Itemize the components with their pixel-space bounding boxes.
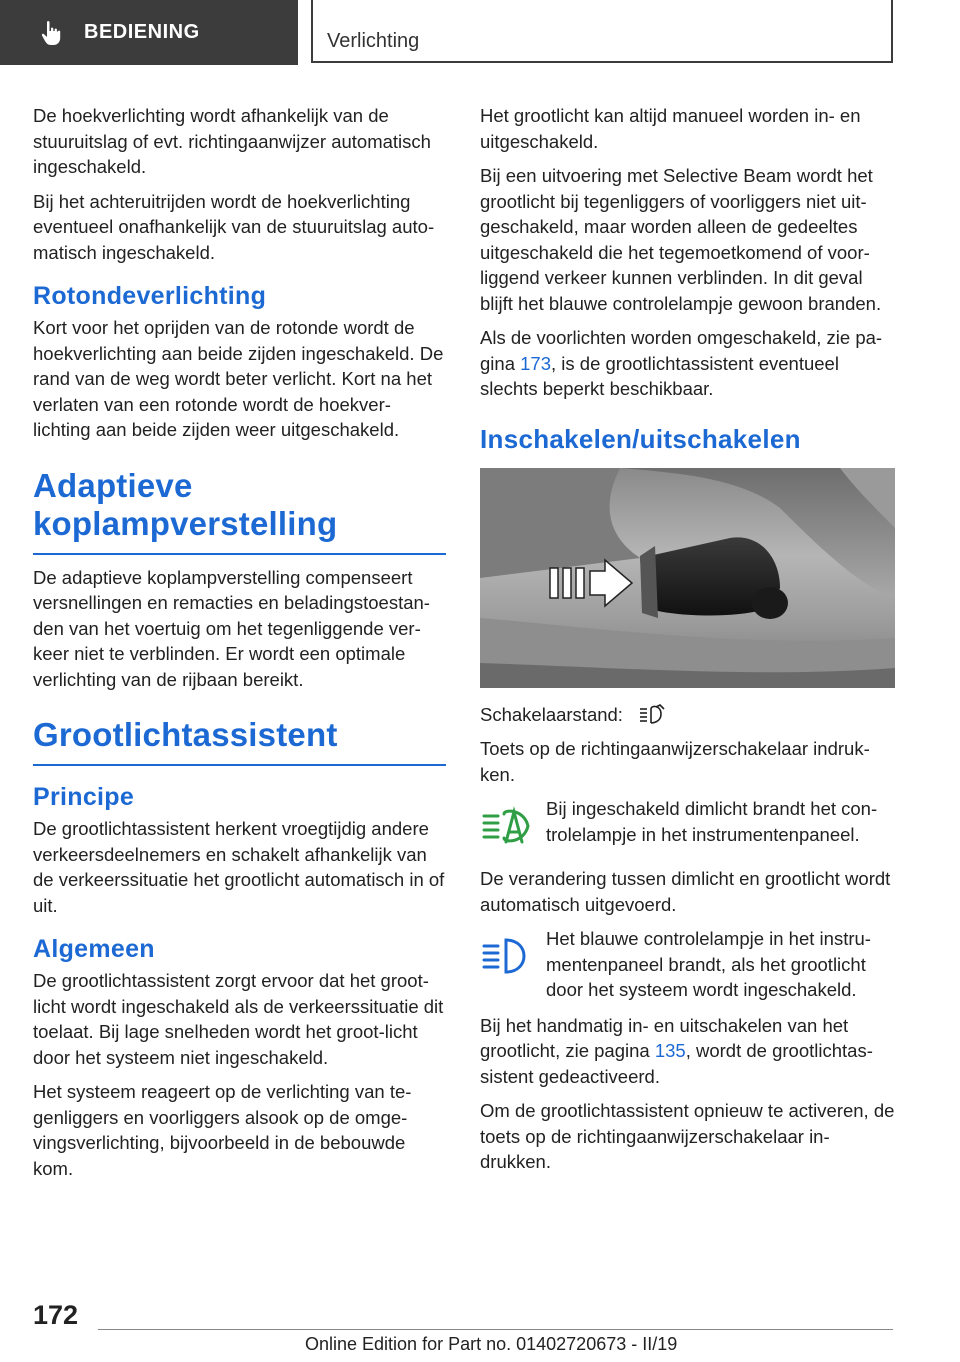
right-column (480, 103, 895, 1184)
paragraph: De hoekverlichting wordt afhankelijk van de stuuruitslag of evt. richtingaanwijzer automatisch ingeschakeld. (33, 105, 431, 177)
hand-pointer-icon (40, 20, 64, 46)
paragraph: Bij het handmatig in- en uitschakelen van het grootlicht, zie pagina 135, wordt de grootlichtas-sistent gedeactiveerd. (480, 1014, 873, 1087)
heading-inschakelen-uitschakelen: Inschakelen/uitschakelen (480, 423, 801, 454)
section-tab (0, 0, 298, 65)
paragraph: De verandering tussen dimlicht en grootlicht wordt automatisch uitgevoerd. (480, 868, 891, 915)
paragraph: Bij ingeschakeld dimlicht brandt het con-trolelampje in het instrumentenpaneel. (546, 798, 878, 845)
paragraph: Om de grootlichtassistent opnieuw te activeren, de toets op de richtingaanwijzerschakelaar in-drukken. (480, 1100, 895, 1172)
paragraph: Het blauwe controlelampje in het instru-mentenpaneel brandt, als het grootlicht door het systeem wordt ingeschakeld. (546, 928, 871, 1000)
paragraph: Kort voor het oprijden van de rotonde wordt de hoekverlichting aan beide zijden ingeschakeld. De rand van de weg wordt beter verlicht. Kort na het verlaten van een rotonde wordt de hoekver-lichting aan beide zijden weer uitgeschakeld. (33, 317, 444, 440)
turn-signal-stalk-photo (480, 468, 895, 688)
chapter-tab (311, 0, 893, 63)
page-link-135[interactable]: 135 (654, 1040, 686, 1061)
paragraph: Het grootlicht kan altijd manueel worden in- en uitgeschakeld. (480, 105, 861, 152)
page-number: 172 (33, 1300, 79, 1330)
paragraph: Toets op de richtingaanwijzerschakelaar indruk-ken. (480, 738, 870, 785)
paragraph: Bij een uitvoering met Selective Beam wordt het grootlicht bij tegenliggers of voorliggers niet uit-geschakeld, maar worden alleen de gedeeltes uitgeschakeld die het tegemoetkomend of voor-liggend verkeer kunnen verblinden. In dit geval blijft het blauwe controlelampje gewoon branden. (480, 165, 882, 314)
note-blauwe-controlelampje (480, 926, 895, 1003)
high-beam-assistant-icon (634, 703, 668, 725)
paragraph: De grootlichtassistent zorgt ervoor dat het groot-licht wordt ingeschakeld als de verkeerssituatie dit toelaat. Bij lage snelheden wordt het groot-licht door het systeem niet ingeschakeld. (33, 970, 444, 1068)
heading-algemeen: Algemeen (33, 935, 155, 963)
paragraph: Als de voorlichten worden omgeschakeld, zie pa-gina 173, is de grootlichtassistent eventueel slechts beperkt beschikbaar. (480, 327, 883, 399)
high-beam-assistant-icon (480, 806, 532, 846)
section-label: BEDIENING (84, 21, 200, 43)
paragraph: De adaptieve koplampverstelling compenseert versnellingen en remacties en beladingstoestan-den van het voertuig om het tegenliggende ver-keer niet te verblinden. Er wordt een optimale verlichting van de rijbaan bereikt. (33, 566, 430, 690)
paragraph: Het systeem reageert op de verlichting van te-genliggers en voorliggers alsook op de omge-vingsverlichting, bijvoorbeeld in de bebouwde kom. (33, 1081, 412, 1179)
high-beam-icon (480, 936, 532, 976)
edition-note: Online Edition for Part no. 01402720673 - II/19 (305, 1334, 678, 1354)
heading-rotondeverlichting: Rotondeverlichting (33, 282, 267, 310)
heading-adaptieve-koplampverstelling: Adaptieve koplampverstelling (33, 467, 446, 555)
footer-divider (98, 1329, 893, 1330)
paragraph: Schakelaarstand: (480, 702, 895, 728)
paragraph: De grootlichtassistent herkent vroegtijdig andere verkeersdeelnemers en schakelt afhankelijk van de verkeerssituatie het grootlicht automatisch in of uit. (33, 818, 445, 916)
left-column (33, 103, 446, 1190)
heading-grootlichtassistent: Grootlichtassistent (33, 716, 446, 766)
note-dimlicht (480, 796, 895, 856)
paragraph: Bij het achteruitrijden wordt de hoekverlichting eventueel onafhankelijk van de stuuruitslag auto-matisch ingeschakeld. (33, 190, 435, 263)
page-link-173[interactable]: 173 (520, 352, 551, 374)
heading-principe: Principe (33, 783, 135, 811)
chapter-label: Verlichting (327, 30, 420, 52)
